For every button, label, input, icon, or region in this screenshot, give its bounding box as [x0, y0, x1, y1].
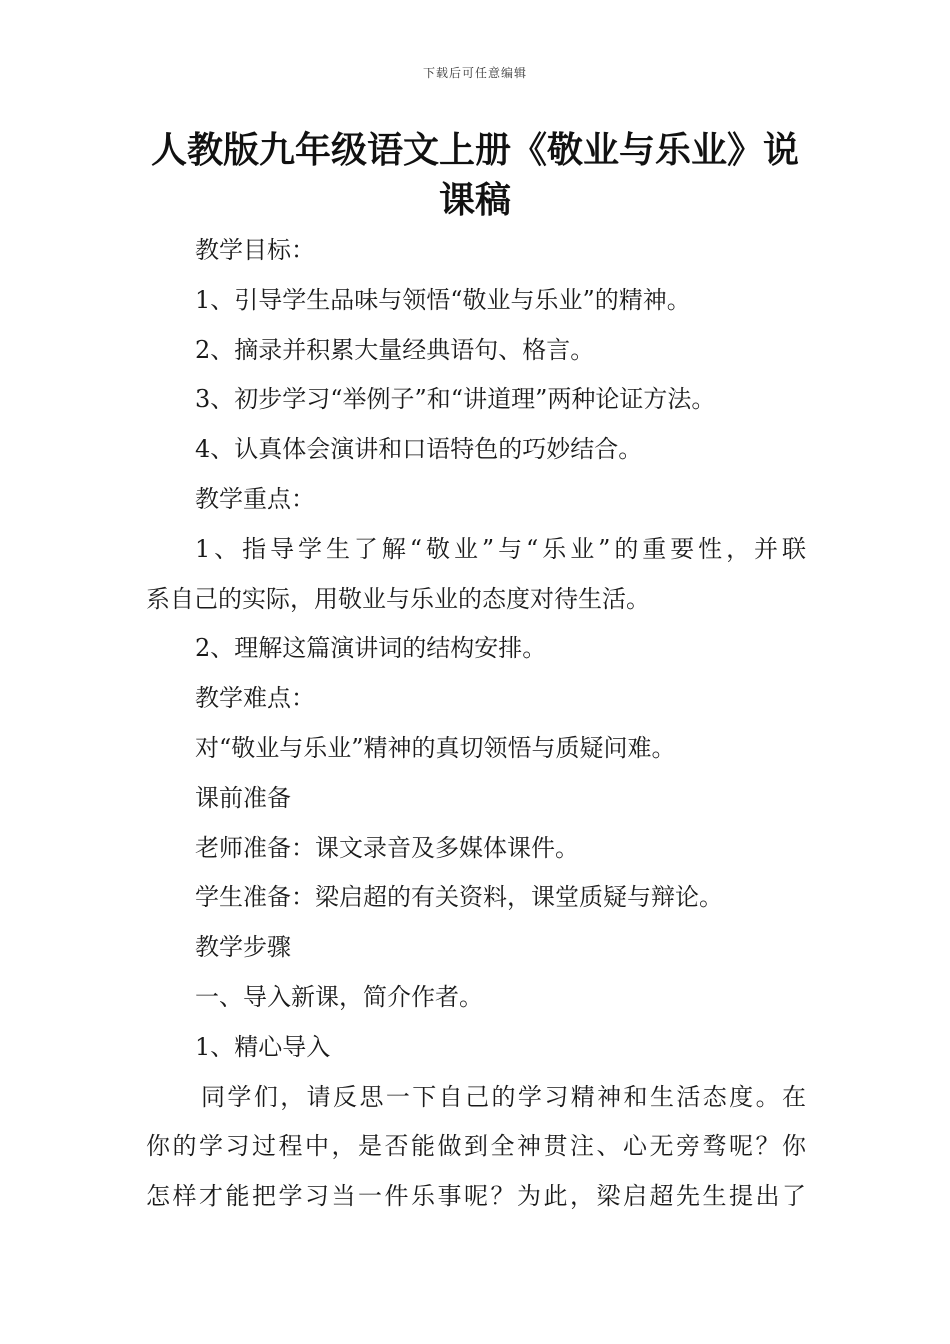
- section-heading-key-points: 教学重点：: [195, 484, 315, 513]
- section-heading-difficulties: 教学难点：: [195, 684, 315, 713]
- key-point-1-line-1: 1、指导学生了解“敬业”与“乐业”的重要性，并联: [195, 534, 806, 563]
- step-1-heading: 一、导入新课，简介作者。: [195, 982, 483, 1011]
- title-line-2: 课稿: [438, 180, 511, 221]
- intro-paragraph-line-3: 怎样才能把学习当一件乐事呢？为此，梁启超先生提出了: [146, 1182, 806, 1211]
- teacher-preparation: 老师准备：课文录音及多媒体课件。: [195, 833, 579, 862]
- key-point-1-line-2: 系自己的实际，用敬业与乐业的态度对待生活。: [146, 584, 650, 613]
- section-heading-objectives: 教学目标：: [195, 236, 315, 264]
- key-point-2: 2、理解这篇演讲词的结构安排。: [195, 634, 547, 663]
- difficulty-1: 对“敬业与乐业”精神的真切领悟与质疑问难。: [195, 733, 676, 762]
- step-1-subheading: 1、精心导入: [195, 1032, 331, 1061]
- objective-2: 2、摘录并积累大量经典语句、格言。: [195, 335, 595, 364]
- header-note: 下载后可任意编辑: [422, 66, 527, 80]
- intro-paragraph-line-2: 你的学习过程中，是否能做到全神贯注、心无旁骛呢？你: [146, 1132, 806, 1161]
- section-heading-steps: 教学步骤: [195, 933, 291, 962]
- document-body: [146, 226, 806, 1222]
- objective-3: 3、初步学习“举例子”和“讲道理”两种论证方法。: [195, 385, 716, 414]
- student-preparation: 学生准备：梁启超的有关资料，课堂质疑与辩论。: [195, 883, 723, 912]
- section-heading-preparation: 课前准备: [195, 783, 291, 812]
- intro-paragraph-line-1: 同学们，请反思一下自己的学习精神和生活态度。在: [201, 1082, 806, 1111]
- objective-1: 1、引导学生品味与领悟“敬业与乐业”的精神。: [195, 285, 691, 314]
- title-line-1: 人教版九年级语文上册《敬业与乐业》说: [150, 130, 799, 171]
- objective-4: 4、认真体会演讲和口语特色的巧妙结合。: [195, 435, 643, 464]
- document-title: [140, 126, 810, 226]
